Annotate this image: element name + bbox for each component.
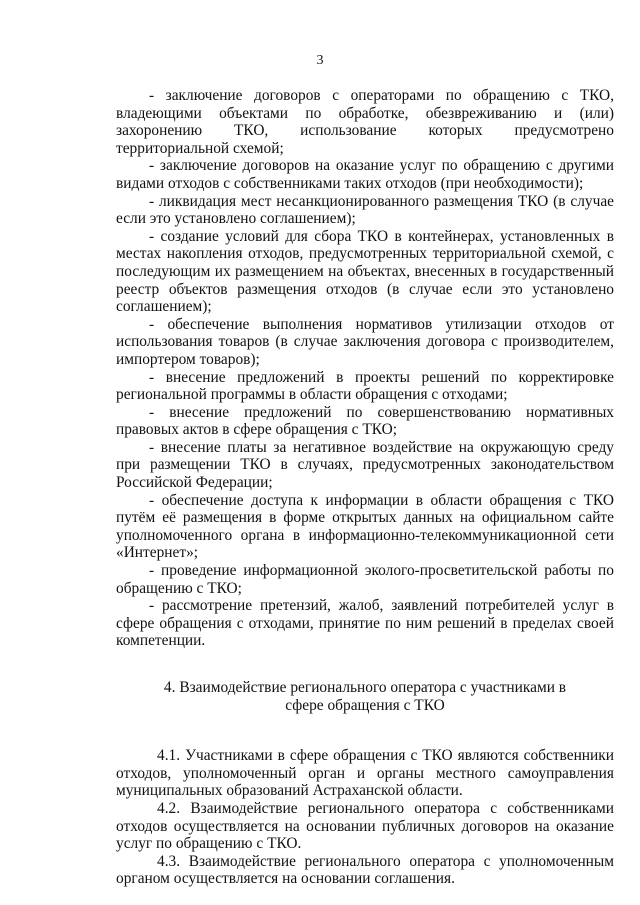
document-body <box>116 87 614 888</box>
bullet-item: - ликвидация мест несанкционированного размещения ТКО (в случае если это установлено соглашением); <box>116 192 614 228</box>
section-paragraph: 4.2. Взаимодействие регионального оператора с собственниками отходов осуществляется на основании публичных договоров на оказание услуг по обращению с ТКО. <box>116 799 614 853</box>
bullet-item: - создание условий для сбора ТКО в контейнерах, установленных в местах накопления отходов, предусмотренных территориальной схемой, с последующим их размещением на объектах, внесенных в государственный реестр объектов размещения отходов (в случае если это установлено соглашением); <box>116 227 614 316</box>
bullet-item: - рассмотрение претензий, жалоб, заявлений потребителей услуг в сфере обращения с отходами, принятие по ним решений в пределах своей компетенции. <box>116 597 614 650</box>
bullet-item: - проведение информационной эколого-просветительской работы по обращению с ТКО; <box>116 562 614 597</box>
bullet-item: - внесение платы за негативное воздействие на окружающую среду при размещении ТКО в случаях, предусмотренных законодательством Российской Федерации; <box>116 438 614 492</box>
bullet-item: - обеспечение выполнения нормативов утилизации отходов от использования товаров (в случае заключения договора с производителем, импортером товаров); <box>116 315 614 368</box>
bullet-item: - внесение предложений в проекты решений по корректировке региональной программы в области обращения с отходами; <box>116 368 614 404</box>
bullet-item: - внесение предложений по совершенствованию нормативных правовых актов в сфере обращения с ТКО; <box>116 403 614 439</box>
section-paragraph: 4.1. Участниками в сфере обращения с ТКО являются собственники отходов, уполномоченный орган и органы местного самоуправления муниципальных образований Астраханской области. <box>116 747 614 800</box>
bullet-item: - обеспечение доступа к информации в области обращения с ТКО путём её размещения в форме открытых данных на официальном сайте уполномоченного органа в информационно-телекоммуникационной сети «Интернет»; <box>116 491 614 562</box>
page-number: 3 <box>316 53 324 68</box>
section-paragraph: 4.3. Взаимодействие регионального оператора с уполномоченным органом осуществляется на основании соглашения. <box>116 852 614 888</box>
section-heading: 4. Взаимодействие регионального оператора с участниками в сфере обращения с ТКО <box>163 679 567 714</box>
bullet-item: - заключение договоров на оказание услуг по обращению с другими видами отходов с собственниками таких отходов (при необходимости); <box>116 157 614 192</box>
bullet-item: - заключение договоров с операторами по обращению с ТКО, владеющими объектами по обработке, обезвреживанию и (или) захоронению ТКО, использование которых предусмотрено территориальной схемой; <box>116 87 614 157</box>
